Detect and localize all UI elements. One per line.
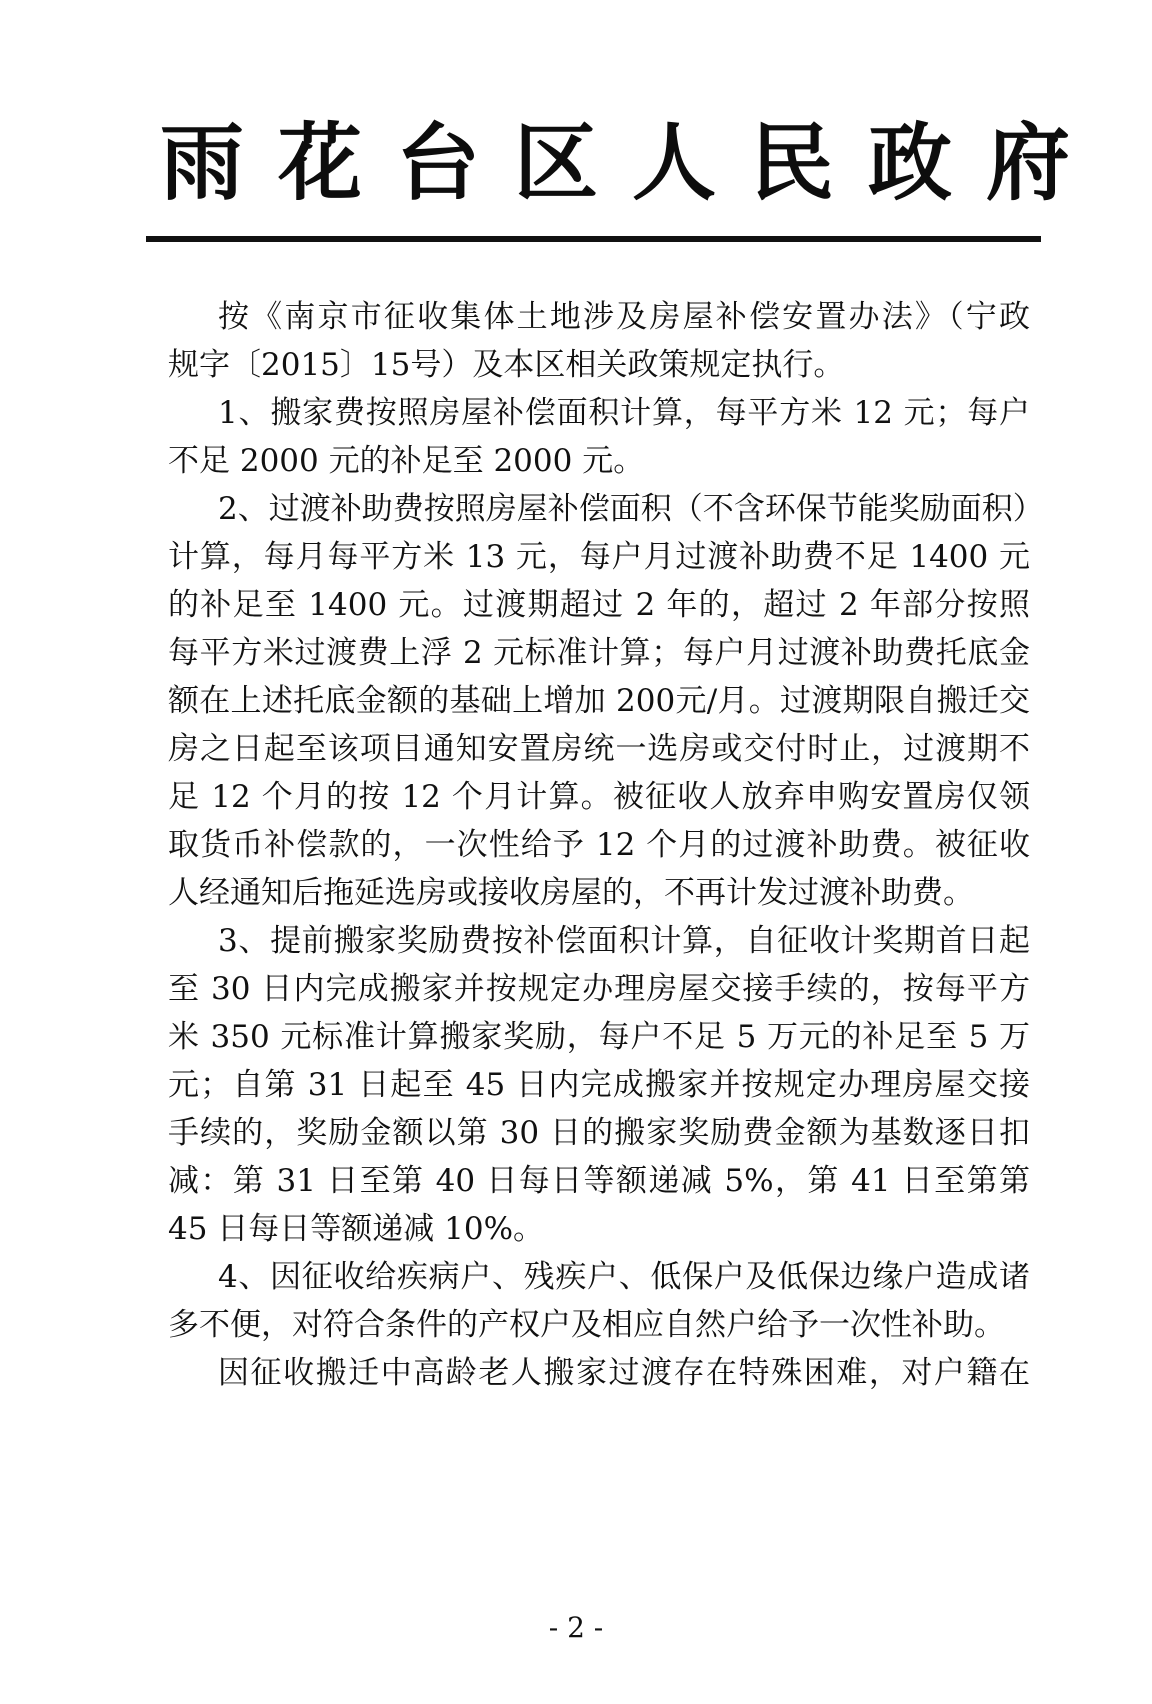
document-header-title: 雨花台区人民政府 [160, 113, 1105, 212]
paragraph-line: 至 30 日内完成搬家并按规定办理房屋交接手续的，按每平方 [168, 971, 1030, 1007]
paragraph-line: 人经通知后拖延选房或接收房屋的，不再计发过渡补助费。 [168, 875, 974, 911]
paragraph-line: 1、搬家费按照房屋补偿面积计算，每平方米 12 元；每户 [218, 395, 1030, 431]
paragraph-line: 额在上述托底金额的基础上增加 200元/月。过渡期限自搬迁交 [168, 683, 1030, 719]
paragraph-line: 45 日每日等额递减 10%。 [168, 1211, 545, 1247]
paragraph-line: 房之日起至该项目通知安置房统一选房或交付时止，过渡期不 [168, 731, 1030, 767]
paragraph-line: 规字〔2015〕15号）及本区相关政策规定执行。 [168, 347, 845, 383]
paragraph-line: 按《南京市征收集体土地涉及房屋补偿安置办法》（宁政 [218, 299, 1030, 335]
header-rule [146, 236, 1041, 242]
paragraph-line: 计算，每月每平方米 13 元，每户月过渡补助费不足 1400 元 [168, 539, 1030, 575]
paragraph-line: 取货币补偿款的，一次性给予 12 个月的过渡补助费。被征收 [168, 827, 1030, 863]
paragraph-line: 每平方米过渡费上浮 2 元标准计算；每户月过渡补助费托底金 [168, 635, 1030, 671]
paragraph-line: 米 350 元标准计算搬家奖励，每户不足 5 万元的补足至 5 万 [168, 1019, 1030, 1055]
paragraph-line: 不足 2000 元的补足至 2000 元。 [168, 443, 645, 479]
paragraph-line: 手续的，奖励金额以第 30 日的搬家奖励费金额为基数逐日扣 [168, 1115, 1030, 1151]
paragraph-line: 3、提前搬家奖励费按补偿面积计算，自征收计奖期首日起 [218, 923, 1030, 959]
page-number: - 2 - [548, 1611, 604, 1644]
paragraph-line: 元；自第 31 日起至 45 日内完成搬家并按规定办理房屋交接 [168, 1067, 1030, 1103]
paragraph-line: 2、过渡补助费按照房屋补偿面积（不含环保节能奖励面积） [218, 491, 1044, 527]
paragraph-line: 减：第 31 日至第 40 日每日等额递减 5%，第 41 日至第第 [168, 1163, 1030, 1199]
paragraph-line: 的补足至 1400 元。过渡期超过 2 年的，超过 2 年部分按照 [168, 587, 1030, 623]
paragraph-line: 因征收搬迁中高龄老人搬家过渡存在特殊困难，对户籍在 [218, 1355, 1030, 1391]
paragraph-line: 多不便，对符合条件的产权户及相应自然户给予一次性补助。 [168, 1307, 1005, 1343]
paragraph-line: 4、因征收给疾病户、残疾户、低保户及低保边缘户造成诸 [218, 1259, 1030, 1295]
paragraph-line: 足 12 个月的按 12 个月计算。被征收人放弃申购安置房仅领 [168, 779, 1030, 815]
